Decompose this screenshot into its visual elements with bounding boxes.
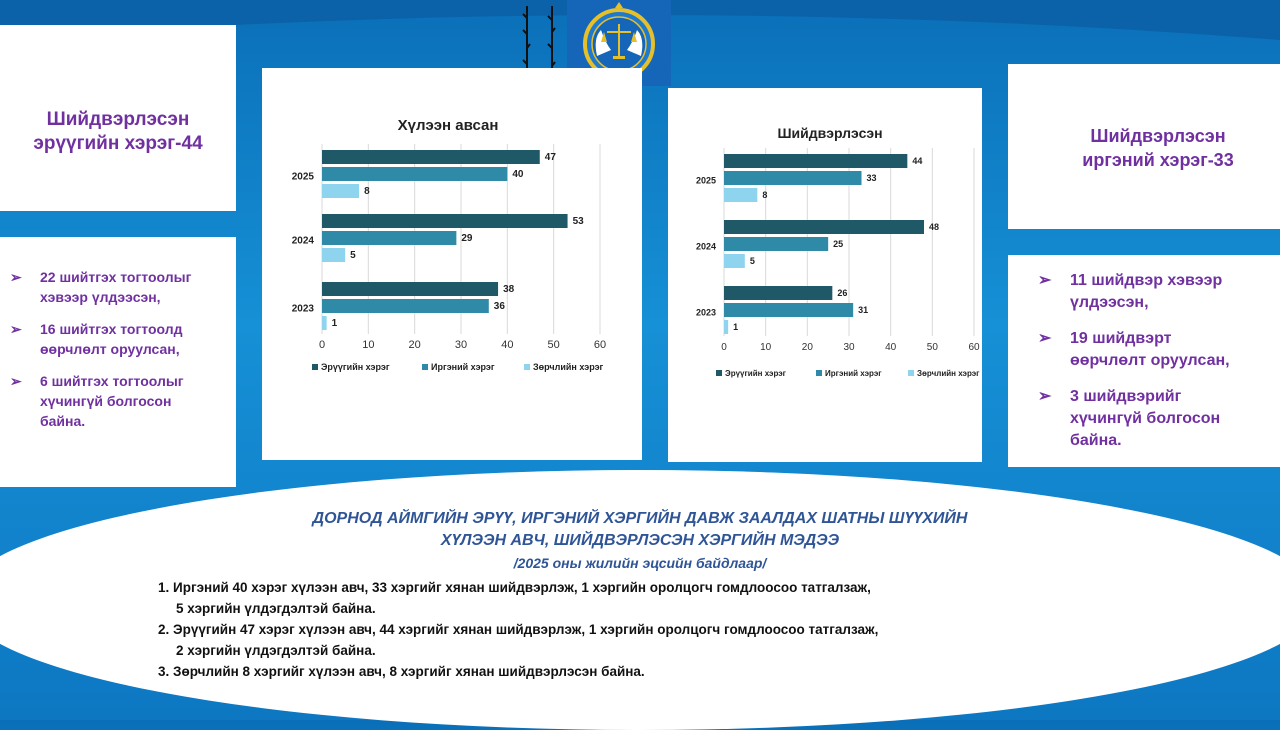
- legend-swatch: [524, 364, 530, 370]
- received-chart-panel: [262, 68, 642, 460]
- bar: [724, 320, 728, 334]
- bullet-line: 6 шийтгэх тогтоолыг: [40, 373, 184, 389]
- bar: [724, 220, 924, 234]
- arrow-bullet-icon: ➢: [10, 269, 22, 285]
- bullet-line: өөрчлөлт оруулсан,: [40, 341, 180, 357]
- bar: [322, 282, 498, 296]
- bullet-line: байна.: [1070, 432, 1122, 449]
- x-tick-label: 0: [318, 339, 326, 351]
- bullet-line: хүчингүй болгосон: [1070, 410, 1221, 427]
- bar: [322, 167, 507, 181]
- data-label: 5: [749, 256, 755, 266]
- category-label: 2025: [695, 175, 716, 186]
- arrow-bullet-icon: ➢: [10, 373, 22, 389]
- legend-swatch: [422, 364, 428, 370]
- bar: [322, 299, 489, 313]
- data-label: 1: [331, 318, 338, 329]
- bar: [724, 237, 828, 251]
- bullet-line: 16 шийтгэх тогтоолд: [40, 321, 183, 337]
- bar: [322, 184, 359, 198]
- left-bullet-list: [10, 267, 230, 431]
- data-label: 44: [912, 156, 923, 166]
- list-item: [1038, 328, 1278, 372]
- bar: [724, 171, 862, 185]
- data-label: 53: [572, 216, 584, 227]
- legend-swatch: [816, 370, 822, 376]
- left-panel-title-line2: эрүүгийн хэрэг-44: [33, 133, 203, 154]
- data-label: 5: [350, 250, 356, 261]
- arrow-bullet-icon: ➢: [1038, 330, 1052, 347]
- category-label: 2025: [291, 171, 314, 183]
- summary-ellipse: [0, 470, 1280, 730]
- summary-subheading: /2025 оны жилийн эцсийн байдлаар/: [513, 555, 767, 571]
- list-item: [1038, 386, 1278, 452]
- legend-swatch: [312, 364, 318, 370]
- arrow-bullet-icon: ➢: [10, 321, 22, 337]
- x-tick-label: 60: [968, 342, 980, 353]
- legend-swatch: [716, 370, 722, 376]
- x-tick-label: 30: [454, 339, 468, 351]
- chart-title: Шийдвэрлэсэн: [777, 125, 883, 141]
- list-item: [10, 267, 230, 307]
- category-label: 2023: [291, 303, 314, 315]
- bar: [322, 231, 456, 245]
- right-panel-title-line2: иргэний хэрэг-33: [1082, 150, 1234, 170]
- bullet-line: өөрчлөлт оруулсан,: [1070, 352, 1230, 369]
- summary-heading-line2: ХҮЛЭЭН АВЧ, ШИЙДВЭРЛЭСЭН ХЭРГИЙН МЭДЭЭ: [440, 532, 840, 549]
- bar: [724, 286, 832, 300]
- bullet-line: үлдээсэн,: [1070, 294, 1149, 311]
- arrow-bullet-icon: ➢: [1038, 272, 1052, 289]
- category-label: 2024: [291, 235, 314, 247]
- bullet-line: 19 шийдвэрт: [1070, 330, 1172, 347]
- summary-item-2-line1: 2. Эрүүгийн 47 хэрэг хүлээн авч, 44 хэргийг хянан шийдвэрлэж, 1 хэргийн оролцогч гомдлоосоо татгалзаж,: [158, 622, 879, 637]
- bar: [322, 248, 345, 262]
- right-panel-title: [1008, 124, 1280, 172]
- data-label: 29: [461, 233, 473, 244]
- resolved-chart-panel: [668, 88, 982, 462]
- received-chart: [262, 68, 642, 460]
- legend-label: Зөрчлийн хэрэг: [533, 362, 604, 372]
- legend-label: Эрүүгийн хэрэг: [725, 369, 786, 378]
- bar: [322, 316, 327, 330]
- data-label: 31: [858, 305, 869, 315]
- legend-label: Иргэний хэрэг: [825, 369, 882, 378]
- list-item: [10, 371, 230, 431]
- list-item: [1038, 270, 1278, 314]
- x-tick-label: 0: [721, 342, 727, 353]
- right-bullet-list: [1038, 270, 1278, 452]
- bullet-line: 22 шийтгэх тогтоолыг: [40, 269, 192, 285]
- data-label: 26: [837, 288, 848, 298]
- category-label: 2024: [695, 241, 716, 252]
- data-label: 48: [929, 222, 940, 232]
- data-label: 8: [762, 190, 768, 200]
- data-label: 33: [866, 173, 877, 183]
- legend-label: Зөрчлийн хэрэг: [917, 369, 980, 378]
- x-tick-label: 40: [885, 342, 897, 353]
- bullet-line: хүчингүй болгосон: [40, 393, 172, 409]
- bullet-line: 3 шийдвэрийг: [1070, 388, 1182, 405]
- summary-item-1-line1: 1. Иргэний 40 хэрэг хүлээн авч, 33 хэргийг хянан шийдвэрлэж, 1 хэргийн оролцогч гомдлоосоо татгалзаж,: [158, 580, 871, 595]
- legend-label: Эрүүгийн хэрэг: [321, 362, 390, 372]
- x-tick-label: 10: [362, 339, 375, 351]
- x-tick-label: 20: [408, 339, 421, 351]
- bar: [322, 214, 568, 228]
- legend-label: Иргэний хэрэг: [431, 362, 495, 372]
- x-tick-label: 40: [501, 339, 514, 351]
- summary-item-2-line2: 2 хэргийн үлдэгдэлтэй байна.: [176, 643, 376, 658]
- x-tick-label: 20: [801, 342, 813, 353]
- right-panel-title-line1: Шийдвэрлэсэн: [1090, 126, 1226, 146]
- x-tick-label: 50: [926, 342, 938, 353]
- bar: [724, 154, 907, 168]
- arrow-bullet-icon: ➢: [1038, 388, 1052, 405]
- data-label: 8: [364, 186, 370, 197]
- left-panel-title: [0, 108, 236, 156]
- data-label: 25: [833, 239, 844, 249]
- bullet-line: хэвээр үлдээсэн,: [40, 289, 161, 305]
- list-item: [10, 319, 230, 359]
- category-label: 2023: [695, 307, 716, 318]
- data-label: 38: [503, 284, 515, 295]
- bar: [724, 254, 745, 268]
- resolved-chart: [668, 88, 982, 462]
- data-label: 1: [733, 322, 739, 332]
- data-label: 40: [512, 169, 524, 180]
- bar: [724, 303, 853, 317]
- bullet-line: 11 шийдвэр хэвээр: [1070, 272, 1223, 289]
- data-label: 36: [493, 301, 505, 312]
- bullet-line: байна.: [40, 413, 86, 429]
- data-label: 47: [544, 152, 556, 163]
- legend-swatch: [908, 370, 914, 376]
- summary-item-3-line1: 3. Зөрчлийн 8 хэргийг хүлээн авч, 8 хэргийг хянан шийдвэрлэсэн байна.: [158, 664, 645, 679]
- chart-title: Хүлээн авсан: [397, 117, 499, 134]
- x-tick-label: 50: [547, 339, 560, 351]
- x-tick-label: 10: [760, 342, 772, 353]
- left-panel-title-line1: Шийдвэрлэсэн: [46, 109, 190, 130]
- summary-heading-line1: ДОРНОД АЙМГИЙН ЭРҮҮ, ИРГЭНИЙ ХЭРГИЙН ДАВЖ ЗААЛДАХ ШАТНЫ ШҮҮХИЙН: [312, 510, 968, 527]
- bar: [322, 150, 540, 164]
- bar: [724, 188, 757, 202]
- x-tick-label: 60: [593, 339, 607, 351]
- x-tick-label: 30: [843, 342, 855, 353]
- summary-item-1-line2: 5 хэргийн үлдэгдэлтэй байна.: [176, 601, 376, 616]
